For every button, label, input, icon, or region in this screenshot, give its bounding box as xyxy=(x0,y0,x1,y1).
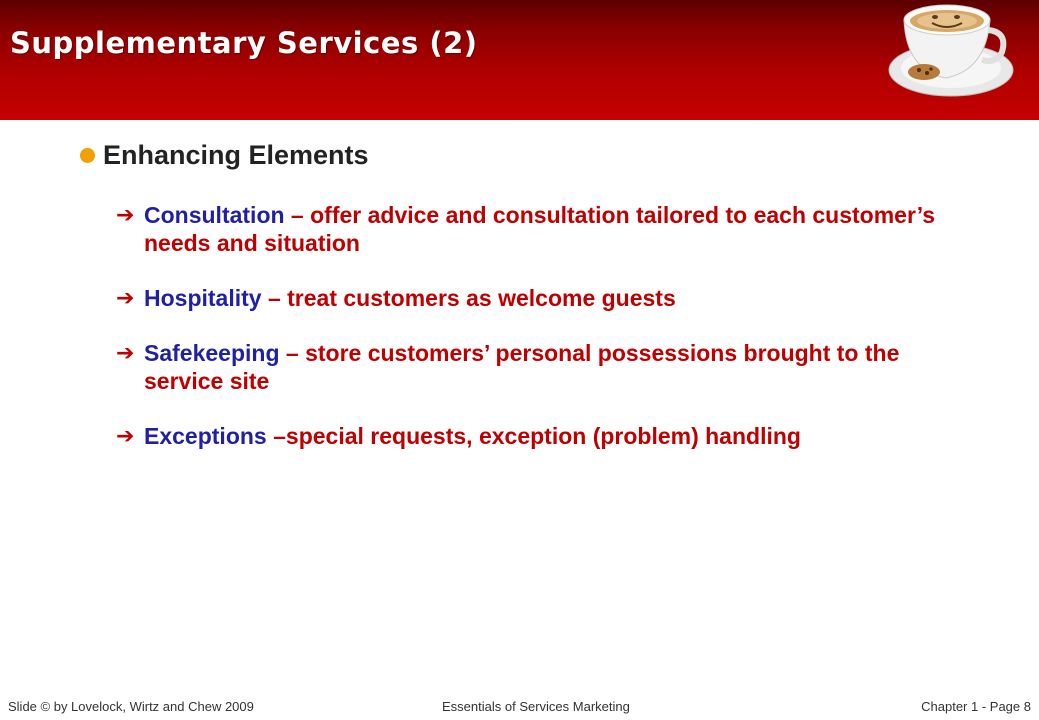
main-bullet-text: Enhancing Elements xyxy=(103,140,369,170)
right-arrow-icon: ➔ xyxy=(116,341,135,366)
right-arrow-icon: ➔ xyxy=(116,424,135,449)
desc-safekeeping: – store customers’ personal possessions brought to the service site xyxy=(144,340,900,394)
sub-bullet-exceptions xyxy=(116,422,936,450)
term-hospitality: Hospitality xyxy=(144,285,262,311)
circle-bullet-icon xyxy=(80,148,95,163)
term-consultation: Consultation xyxy=(144,202,285,228)
slide-footer xyxy=(0,698,1039,720)
desc-exceptions: –special requests, exception (problem) handling xyxy=(266,423,801,449)
footer-copyright: Slide © by Lovelock, Wirtz and Chew 2009 xyxy=(8,699,254,714)
main-bullet xyxy=(80,140,369,171)
term-exceptions: Exceptions xyxy=(144,423,267,449)
sub-bullet-safekeeping xyxy=(116,339,936,395)
desc-consultation: – offer advice and consultation tailored to each customer’s needs and situation xyxy=(144,202,936,256)
term-safekeeping: Safekeeping xyxy=(144,340,280,366)
sub-bullet-consultation xyxy=(116,201,936,257)
sub-bullet-hospitality xyxy=(116,284,936,312)
footer-page-number: Chapter 1 - Page 8 xyxy=(921,699,1031,714)
slide-title: Supplementary Services (2) xyxy=(10,26,478,60)
right-arrow-icon: ➔ xyxy=(116,203,135,228)
footer-book-title: Essentials of Services Marketing xyxy=(442,699,630,714)
right-arrow-icon: ➔ xyxy=(116,286,135,311)
desc-hospitality: – treat customers as welcome guests xyxy=(261,285,676,311)
